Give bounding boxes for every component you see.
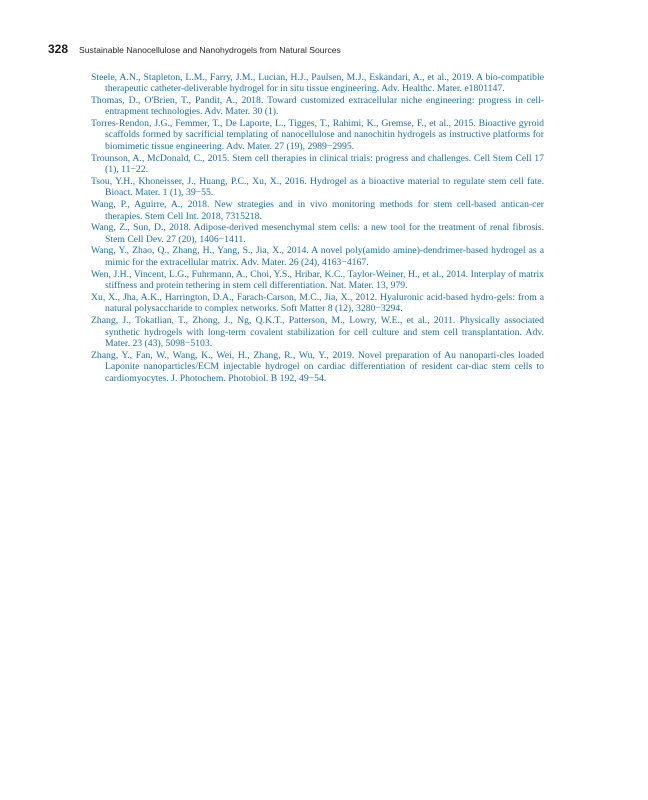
reference-item: Wang, Y., Zhao, Q., Zhang, H., Yang, S., Jia, X., 2014. A novel poly(amido amine)-dendrimer-based hydrogel as a mimic for the extracellular matrix. Adv. Mater. 26 (24), 4163−4167. (91, 245, 544, 268)
reference-item: Thomas, D., O'Brien, T., Pandit, A., 2018. Toward customized extracellular niche engineering: progress in cell-entrapment technologies. Adv. Mater. 30 (1). (91, 94, 544, 118)
reference-item: Xu, X., Jha, A.K., Harrington, D.A., Farach-Carson, M.C., Jia, X., 2012. Hyaluronic acid-based hydro-gels: from a natural polysaccharide to complex networks. Soft Matter 8 (12), 3280−3294. (91, 291, 544, 315)
reference-item: Steele, A.N., Stapleton, L.M., Farry, J.M., Lucian, H.J., Paulsen, M.J., Eskandari, A., et al., 2019. A bio-compatible therapeutic catheter-deliverable hydrogel for in situ tissue engineering. Adv. Healthc. Mater. e1801147. (91, 71, 544, 95)
reference-item: Wang, P., Aguirre, A., 2018. New strategies and in vivo monitoring methods for stem cell-based antican-cer therapies. Stem Cell Int. 2018, 7315218. (91, 199, 544, 222)
reference-item: Trounson, A., McDonald, C., 2015. Stem cell therapies in clinical trials: progress and challenges. Cell Stem Cell 17 (1), 11−22. (91, 152, 544, 176)
reference-item: Wen, J.H., Vincent, L.G., Fuhrmann, A., Choi, Y.S., Hribar, K.C., Taylor-Weiner, H., et al., 2014. Interplay of matrix stiffness and protein tethering in stem cell differentiation. Nat. Mater. 13, 979. (91, 268, 544, 292)
page-number: 328 (48, 42, 69, 56)
reference-list (91, 72, 544, 385)
book-title: Sustainable Nanocellulose and Nanohydrogels from Natural Sources (79, 45, 341, 55)
reference-item: Tsou, Y.H., Khoneisser, J., Huang, P.C., Xu, X., 2016. Hydrogel as a bioactive material to regulate stem cell fate. Bioact. Mater. 1 (1), 39−55. (91, 175, 544, 199)
running-head (48, 40, 558, 56)
reference-item: Torres-Rendon, J.G., Femmer, T., De Laporte, L., Tigges, T., Rahimi, K., Gremse, F., et al., 2015. Bioactive gyroid scaffolds formed by sacrificial templating of nanocellulose and nanochitin hydrogels as instructive platforms for biomimetic tissue engineering. Adv. Mater. 27 (19), 2989−2995. (91, 117, 544, 153)
reference-item: Wang, Z., Sun, D., 2018. Adipose-derived mesenchymal stem cells: a new tool for the treatment of renal fibrosis. Stem Cell Dev. 27 (20), 1406−1411. (91, 222, 544, 245)
reference-item: Zhang, Y., Fan, W., Wang, K., Wei, H., Zhang, R., Wu, Y., 2019. Novel preparation of Au nanoparti-cles loaded Laponite nanoparticles/ECM injectable hydrogel on cardiac differentiation of resident car-diac stem cells to cardiomyocytes. J. Photochem. Photobiol. B 192, 49−54. (91, 349, 544, 384)
reference-item: Zhang, J., Tokatlian, T., Zhong, J., Ng, Q.K.T., Patterson, M., Lowry, W.E., et al., 2011. Physically associated synthetic hydrogels with long-term covalent stabilization for cell culture and stem cell transplantation. Adv. Mater. 23 (43), 5098−5103. (91, 314, 544, 350)
